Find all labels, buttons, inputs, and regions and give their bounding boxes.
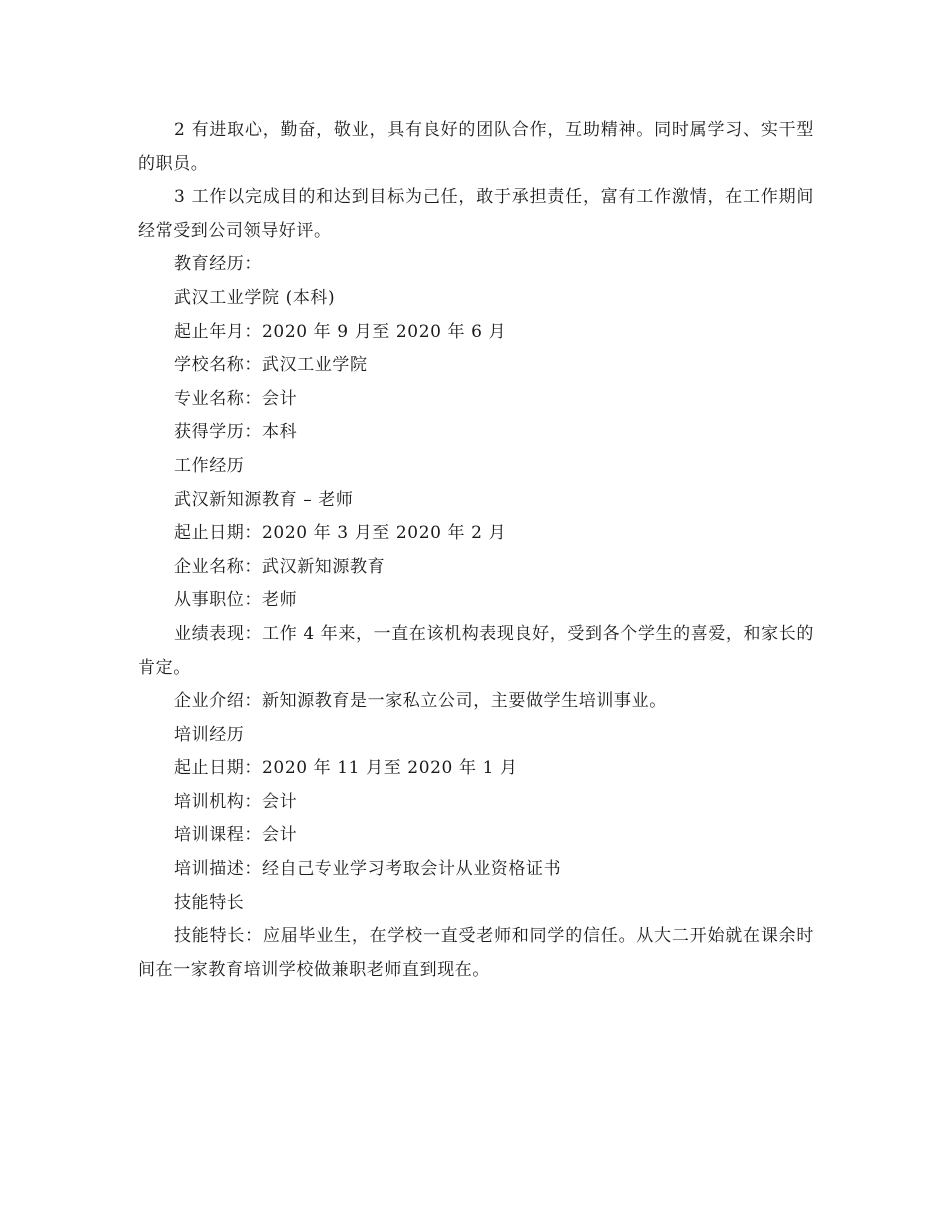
education-school-title: 武汉工业学院 (本科): [174, 287, 336, 308]
education-degree: 获得学历：本科: [174, 422, 298, 443]
paragraph-strength-2: 2 有进取心，勤奋，敬业，具有良好的团队合作，互助精神。同时属学习、实干型的职员。: [138, 120, 814, 174]
training-institution: 培训机构：会计: [174, 791, 298, 812]
section-heading-training: 培训经历: [174, 724, 245, 745]
section-heading-education: 教育经历：: [174, 254, 262, 275]
work-company-name: 企业名称：武汉新知源教育: [174, 556, 386, 577]
work-position: 从事职位：老师: [174, 590, 298, 611]
work-employer-title: 武汉新知源教育 – 老师: [174, 489, 354, 510]
paragraph-strength-3: 3 工作以完成目的和达到目标为己任，敢于承担责任，富有工作激情，在工作期间经常受到公司领导好评。: [138, 187, 814, 241]
section-heading-work: 工作经历: [174, 455, 245, 476]
education-school-name: 学校名称：武汉工业学院: [174, 355, 368, 376]
education-major: 专业名称：会计: [174, 388, 298, 409]
work-company-intro: 企业介绍：新知源教育是一家私立公司，主要做学生培训事业。: [174, 691, 667, 712]
work-performance: 业绩表现：工作 4 年来，一直在该机构表现良好，受到各个学生的喜爱，和家长的肯定。: [138, 623, 814, 678]
training-description: 培训描述：经自己专业学习考取会计从业资格证书: [174, 859, 562, 880]
work-period: 起止日期：2020 年 3 月至 2020 年 2 月: [174, 523, 507, 544]
skills-description: 技能特长：应届毕业生，在学校一直受老师和同学的信任。从大二开始就在课余时间在一家教育培训学校做兼职老师直到现在。: [138, 926, 814, 980]
education-period: 起止年月：2020 年 9 月至 2020 年 6 月: [174, 321, 507, 342]
training-period: 起止日期：2020 年 11 月至 2020 年 1 月: [174, 758, 518, 779]
document-body: [138, 114, 814, 987]
section-heading-skills: 技能特长: [174, 892, 245, 913]
training-course: 培训课程：会计: [174, 825, 298, 846]
